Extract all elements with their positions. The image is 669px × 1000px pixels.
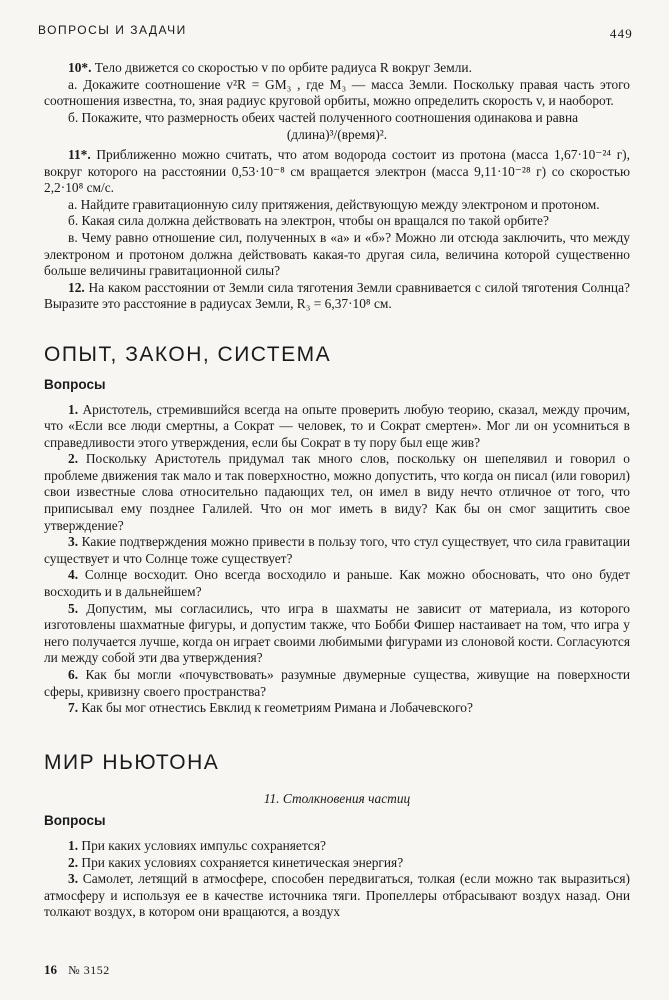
- section-subtitle-questions-2: Вопросы: [44, 813, 106, 829]
- signature-number: 16: [44, 962, 57, 977]
- question-number: 3.: [68, 871, 79, 887]
- question-text: Какие подтверждения можно привести в пользу того, что стул существует, что сила гравитации существует и что Солнце тоже существует?: [44, 534, 630, 566]
- page-number: 449: [609, 26, 633, 41]
- section-title-experience: ОПЫТ, ЗАКОН, СИСТЕМА: [44, 342, 332, 366]
- question-text: Аристотель, стремившийся всегда на опыте проверить любую теорию, сказал, между прочим, что «Если все люди смертны, а Сократ — человек, то и Сократ смертен». Мог ли он усомниться в справедливости этого утверждения, если бы Сократ в ту пору был еще жив?: [44, 401, 630, 450]
- question-number: 2.: [68, 451, 79, 467]
- problem-text: Тело движется со скоростью v по орбите радиуса R вокруг Земли.: [94, 60, 472, 75]
- problem-12: [44, 280, 630, 313]
- question-text: Как бы мог отнестись Евклид к геометриям Римана и Лобачевского?: [81, 700, 473, 716]
- problem-text: а. Докажите соотношение v²R = GM₃ , где M₃ — масса Земли. Поскольку правая часть этого соотношения известна, то, зная радиус круговой орбиты, можно определить скорость v, и наоборот.: [44, 76, 630, 109]
- question-item: [44, 871, 630, 921]
- problem-number: 11*.: [68, 146, 91, 162]
- problem-number: 12.: [68, 279, 85, 295]
- question-number: 3.: [68, 534, 79, 550]
- question-number: 2.: [68, 854, 79, 870]
- problem-10b: [44, 110, 630, 127]
- question-item: [44, 700, 630, 717]
- question-number: 1.: [68, 837, 79, 853]
- page-footer: [44, 962, 110, 979]
- problem-10a: [44, 77, 630, 110]
- problem-number: 10*.: [68, 60, 92, 75]
- problem-11: [44, 147, 630, 197]
- question-number: 6.: [68, 667, 79, 682]
- question-number: 1.: [68, 401, 79, 417]
- question-text: Поскольку Аристотель придумал так много слов, поскольку он шепелявил и говорил о проблеме движения так мало и так поверхностно, можно допустить, что когда он писал (или говорил) свои известные слова относительно падающих тел, он имел в виду нечто отличное от того, что приписывал ему позднее Галилей. Что он мог иметь в виду? Как бы он смог защитить свое утверждение?: [44, 451, 630, 533]
- question-item: [44, 838, 630, 855]
- question-item: [44, 855, 630, 872]
- questions-list-experience: [44, 402, 630, 717]
- problem-text: б. Покажите, что размерность обеих частей полученного соотношения одинакова и равна: [68, 109, 579, 125]
- question-item: [44, 567, 630, 600]
- question-item: [44, 534, 630, 567]
- question-number: 5.: [68, 600, 79, 616]
- question-text: При каких условиях сохраняется кинетическая энергия?: [81, 854, 404, 870]
- problems-block-top: [44, 60, 630, 144]
- question-text: Допустим, мы согласились, что игра в шахматы не зависит от материала, из которого изготовлены шахматные фигуры, и допустим также, что Бобби Фишер настаивает на том, что игра у него получается лучше, когда он играет своими любимыми фигурами из слоновой кости. Согласуются ли между собой эти два утверждения?: [44, 600, 630, 666]
- problem-10: [44, 60, 630, 77]
- question-text: При каких условиях импульс сохраняется?: [81, 837, 326, 853]
- problem-text: На каком расстоянии от Земли сила тяготения Земли сравнивается с силой тяготения Солнца? Выразите это расстояние в радиусах Земли, R₃ = 6,37·10⁸ см.: [44, 279, 630, 312]
- print-mark: № 3152: [68, 963, 110, 977]
- question-item: [44, 601, 630, 667]
- question-item: [44, 451, 630, 534]
- questions-list-newton: [44, 838, 630, 921]
- question-item: [44, 667, 630, 700]
- chapter-title: 11. Столкновения частиц: [263, 790, 411, 806]
- problem-text: в. Чему равно отношение сил, полученных в «а» и «б»? Можно ли отсюда заключить, что между электроном и протоном должна действовать какая-то другая сила, величина которой существенно больше величины гравитационной силы?: [44, 229, 630, 279]
- running-head-title: ВОПРОСЫ И ЗАДАЧИ: [38, 23, 187, 37]
- question-text: Солнце восходит. Оно всегда восходило и раньше. Как можно обосновать, что оно будет восходить и в дальнейшем?: [44, 567, 630, 600]
- question-text: Самолет, летящий в атмосфере, способен передвигаться, толкая (если можно так выразиться) атмосферу и используя ее в качестве источника тяги. Пропеллеры отбрасывают воздух назад. Они толкают воздух, в котором они вращаются, а воздух: [44, 871, 630, 920]
- question-number: 7.: [68, 700, 79, 716]
- question-text: Как бы могли «почувствовать» разумные двумерные существа, живущие на поверхности сферы, кривизну своего пространства?: [44, 667, 630, 699]
- section-title-newton: МИР НЬЮТОНА: [44, 750, 220, 774]
- problem-11a: [44, 197, 630, 214]
- section-subtitle-questions: Вопросы: [44, 376, 106, 392]
- problem-text: а. Найдите гравитационную силу притяжения, действующую между электроном и протоном.: [68, 196, 600, 212]
- page-content: [44, 60, 630, 921]
- question-number: 4.: [68, 567, 79, 583]
- problem-11c: [44, 230, 630, 280]
- problem-text: б. Какая сила должна действовать на электрон, чтобы он вращался по такой орбите?: [68, 213, 549, 229]
- problems-block-mid: [44, 147, 630, 313]
- problem-11b: [44, 213, 630, 230]
- formula: (длина)³/(время)².: [286, 127, 388, 143]
- question-item: [44, 402, 630, 452]
- problem-text: Приближенно можно считать, что атом водорода состоит из протона (масса 1,67·10⁻²⁴ г), вокруг которого на расстоянии 0,53·10⁻⁸ см вращается электрон (масса 9,11·10⁻²⁸ г) со скоростью 2,2·10⁸ см/с.: [44, 146, 630, 196]
